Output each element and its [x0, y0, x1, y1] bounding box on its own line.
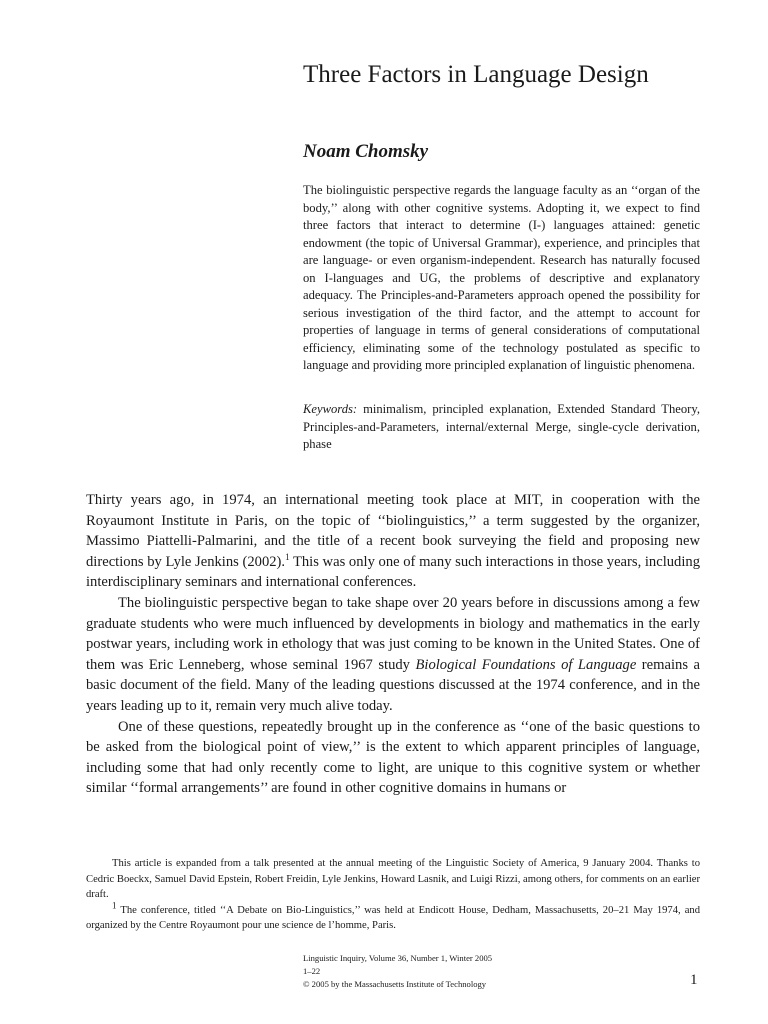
footnote-ref-1: 1: [285, 551, 290, 562]
paragraph-1: [86, 490, 700, 593]
page-number: 1: [690, 972, 698, 988]
keywords-label: Keywords:: [303, 402, 358, 416]
keywords: [303, 401, 700, 454]
paragraph-3: One of these questions, repeatedly brought up in the conference as ‘‘one of the basic questions to be asked from the biological point of view,’’ is the extent to which apparent principles of language, including some that had only recently come to light, are unique to this cognitive system or whether similar ‘‘formal arrangements’’ are found in other cognitive domains in humans or: [86, 718, 700, 797]
footnotes: [86, 856, 700, 934]
journal-citation: Linguistic Inquiry, Volume 36, Number 1, Winter 2005: [303, 953, 493, 963]
cited-book-title: Biological Foundations of Language: [415, 656, 637, 673]
author-name: Noam Chomsky: [303, 141, 429, 162]
footnote-1: [86, 899, 700, 934]
paragraph-2-text-a: The biolinguistic perspective began to take shape over 20 years before in discussions among a few graduate students who were much influenced by developments in biology and mathematics in the early postwar years, including work in ethology that was just coming to be known in the United States. One of them was Eric Lenneberg, whose seminal 1967 study: [86, 594, 700, 673]
footnote-1-text: The conference, titled ‘‘A Debate on Bio-Linguistics,’’ was held at Endicott House, Dedham, Massachusetts, 20–21 May 1974, and organized by the Centre Royaumont pour une science de l’homme, Paris.: [86, 904, 700, 931]
article-title: Three Factors in Language Design: [303, 61, 649, 88]
paragraph-2: [86, 593, 700, 717]
footnote-acknowledgment: This article is expanded from a talk presented at the annual meeting of the Linguistic Society of America, 9 January 2004. Thanks to Cedric Boeckx, Samuel David Epstein, Robert Freidin, Lyle Jenkins, Howard Lasnik, and Luigi Rizzi, among others, for comments on an earlier draft.: [86, 858, 700, 900]
abstract: The biolinguistic perspective regards the language faculty as an ‘‘organ of the body,’’ along with other cognitive systems. Adopting it, we expect to find three factors that interact to determine (I-) languages attained: genetic endowment (the topic of Universal Grammar), experience, and principles that are language- or even organism-independent. Research has naturally focused on I-languages and UG, the problems of descriptive and explanatory adequacy. The Principles-and-Parameters approach opened the possibility for serious investigation of the third factor, and the attempt to account for properties of language in terms of general considerations of computational efficiency, eliminating some of the technology postulated as specific to language and providing more principled explanation of linguistic phenomena.: [303, 183, 700, 372]
journal-info: [303, 952, 603, 991]
paragraph-1-text-b: This was only one of many such interactions in those years, including interdisciplinary seminars and international conferences.: [86, 553, 700, 591]
journal-copyright: © 2005 by the Massachusetts Institute of Technology: [303, 979, 487, 989]
journal-pages: 1–22: [303, 966, 321, 976]
body-text: [86, 490, 700, 799]
keywords-list: minimalism, principled explanation, Extended Standard Theory, Principles-and-Parameters, internal/external Merge, single-cycle derivation, phase: [303, 402, 700, 451]
paragraph-1-text-a: Thirty years ago, in 1974, an international meeting took place at MIT, in cooperation with the Royaumont Institute in Paris, on the topic of ‘‘biolinguistics,’’ a term suggested by the organizer, Massimo Piattelli-Palmarini, and the title of a recent book surveying the field and proposing new directions by Lyle Jenkins (2002).: [86, 492, 700, 570]
paragraph-2-text-b: remains a basic document of the field. Many of the leading questions discussed at the 1974 conference, and in the years leading up to it, remain very much alive today.: [86, 656, 700, 714]
footnote-1-marker: 1: [112, 899, 117, 910]
